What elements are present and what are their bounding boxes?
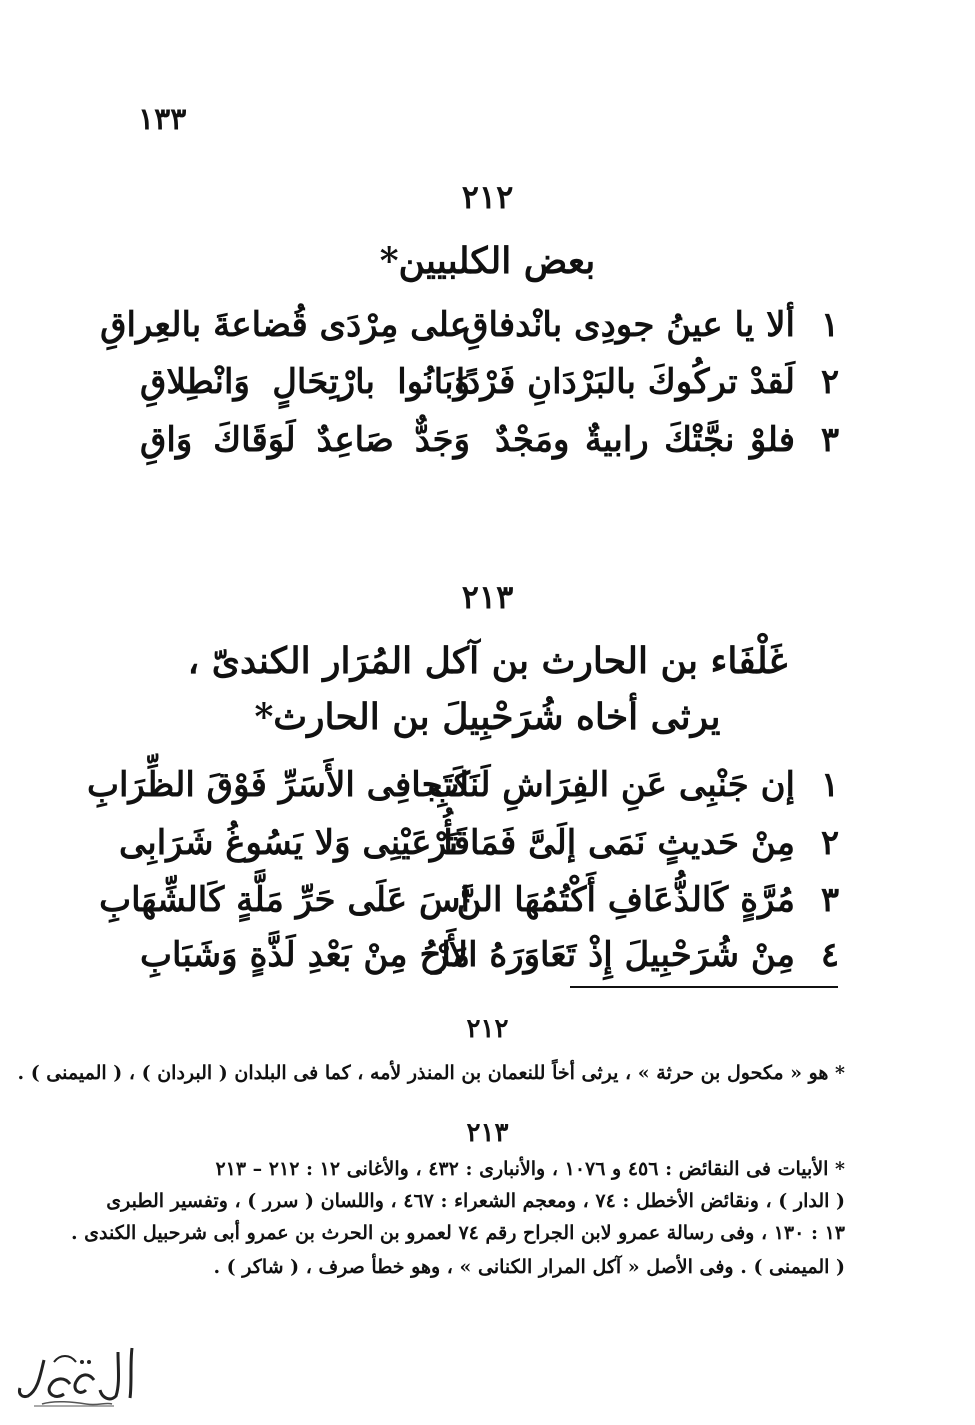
verse (99, 880, 845, 930)
footnote-line: * هو « مكحول بن حرثة » ، يرثى أخاً للنعمان بن المنذر لأمه ، كما فى البلدان ( البردان ) ، ( الميمنى ) . (17, 1062, 845, 1084)
verse-second-hemistich: كَتَجافِى الأَسَرِّ فَوْقَ الظِّرَابِ (86, 765, 470, 805)
verse-number: ١ (820, 305, 840, 345)
footnote-line: ( الدار ) ، ونقائض الأخطل : ٧٤ ، ومعجم الشعراء : ٤٦٧ ، واللسان ( سرر ) ، وتفسير الطبرى (106, 1190, 845, 1212)
verse-number: ٢ (820, 362, 840, 402)
verse-second-hemistich: وَجَدٌّ صَاعِدٌ لَوَقَاكَ وَاقِ (140, 420, 470, 460)
verse-second-hemistich: وَبَانُوا بارْتِحَالٍ وَانْطِلاقِ (140, 362, 470, 402)
footnote-line: * الأبيات فى النقائض : ٤٥٦ و ١٠٧٦ ، والأنبارى : ٤٣٢ ، والأغانى ١٢ : ٢١٢ – ٢١٣ (215, 1158, 845, 1180)
poem-number: ٢١٣ (461, 578, 514, 616)
verse-first-hemistich: فلوْ نجَّتْكَ رابيةٌ ومَجْدٌ (495, 420, 795, 460)
verse-number: ٢ (820, 823, 840, 863)
poem-title-line-1: غَلْفَاء بن الحارث بن آكل المُرَار الكندىّ ، (187, 640, 788, 682)
verse-number: ٤ (820, 935, 840, 975)
library-stamp-logo (14, 1340, 144, 1412)
verse-number: ٣ (820, 420, 840, 460)
verse-second-hemistich: قَأُ عَيْنِى وَلا يَسُوغُ شَرَابِى (118, 823, 470, 863)
verse-first-hemistich: إن جَنْبِى عَنِ الفِرَاشِ لَنَابِ (427, 765, 795, 805)
verse-number: ٣ (820, 880, 840, 920)
verse (140, 362, 845, 412)
footnote-number: ٢١٣ (466, 1118, 509, 1148)
verse-second-hemistich: على مِرْدَى قُضاعةَ بالعِراقِ (100, 305, 470, 345)
verse (118, 823, 845, 873)
page-number: ١٣٣ (138, 102, 187, 137)
verse-second-hemistich: مَاحُ مِنْ بَعْدِ لَذَّةٍ وَشَبَابِ (140, 935, 470, 975)
verse-first-hemistich: لَقدْ تركُوكَ بالبَرْدَانِ فَرْدًا (455, 362, 795, 402)
verse-second-hemistich: اسَ عَلَى حَرِّ مَلَّةٍ كَالشِّهَابِ (99, 880, 470, 920)
verse-first-hemistich: مِنْ شُرَحْبِيلَ إِذْ تَعَاوَرَهُ الأَرْ (432, 935, 795, 975)
verse-first-hemistich: مُرَّةٍ كَالذُّعَافِ أَكْتُمُهَا النَّ (456, 880, 795, 920)
poem-number: ٢١٢ (461, 178, 514, 216)
footnote-line: ( الميمنى ) . وفى الأصل « آكل المرار الكنانى » ، وهو خطأ صرف ، ( شاكر ) . (213, 1256, 845, 1278)
poem-title: بعض الكلبيين* (379, 240, 596, 282)
verse (140, 420, 845, 470)
footnote-number: ٢١٢ (466, 1014, 509, 1044)
verse (140, 935, 845, 985)
verse-number: ١ (820, 765, 840, 805)
verse-first-hemistich: مِنْ حَديثٍ نَمَى إلَىَّ فَمَا تَرْ (429, 823, 795, 863)
footnote-line: ١٣ : ١٣٠ ، وفى رسالة عمرو لابن الجراح رقم ٧٤ لعمرو بن الحرث بن عمرو أبى شرحبيل الكندى . (70, 1222, 845, 1244)
verse (86, 765, 845, 815)
verse-first-hemistich: ألا يا عينُ جودِى بانْدفاقِ (462, 305, 795, 345)
verse (100, 305, 845, 355)
poem-title-line-2: يرثى أخاه شُرَحْبِيلَ بن الحارث* (254, 696, 721, 738)
footnote-separator (570, 986, 838, 988)
